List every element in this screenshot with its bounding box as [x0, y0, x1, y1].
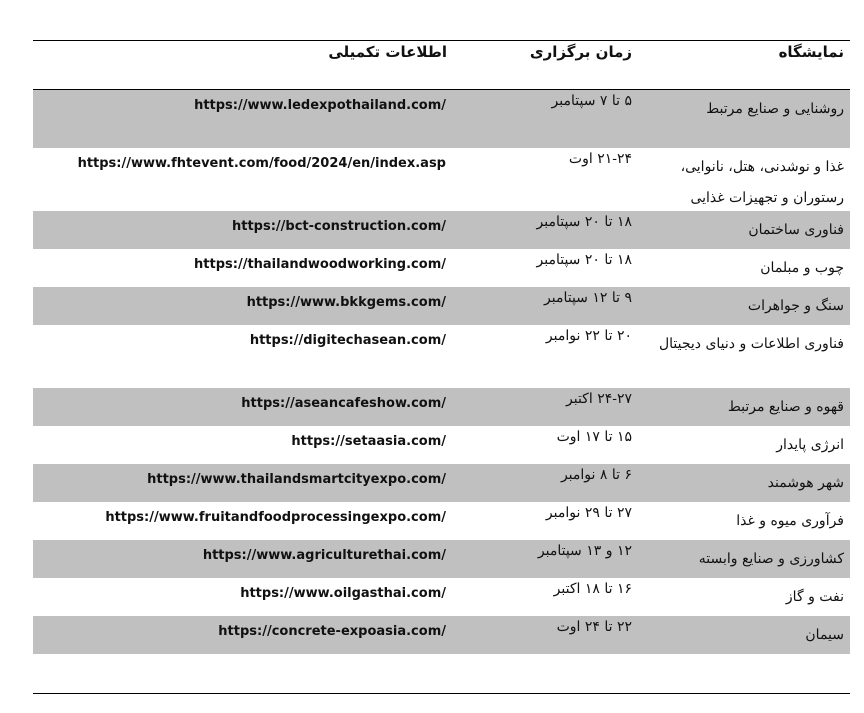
- exhibition-date: ۶ تا ۸ نوامبر: [560, 467, 632, 483]
- exhibition-link[interactable]: https://www.agriculturethai.com/: [202, 548, 446, 563]
- exhibition-name: سنگ و جواهرات: [747, 298, 844, 314]
- header-date: زمان برگزاری: [529, 43, 632, 61]
- exhibition-link[interactable]: https://www.fhtevent.com/food/2024/en/index.asp: [77, 156, 446, 171]
- exhibition-link[interactable]: https://concrete-expoasia.com/: [218, 624, 446, 639]
- exhibition-date: ۹ تا ۱۲ سپتامبر: [544, 290, 632, 306]
- table-row: [33, 249, 850, 287]
- header-exhibition: نمایشگاه: [778, 43, 844, 61]
- exhibition-name: روشنایی و صنایع مرتبط: [706, 101, 844, 117]
- exhibition-name: فناوری ساختمان: [748, 222, 844, 238]
- exhibition-name: چوب و مبلمان: [760, 260, 844, 276]
- exhibition-date: ۲۴-۲۷ اکتبر: [566, 391, 632, 407]
- table-row: [33, 90, 850, 148]
- table-row: [33, 211, 850, 249]
- table-row: [33, 325, 850, 388]
- exhibition-name: نفت و گاز: [785, 589, 844, 605]
- exhibition-date: ۵ تا ۷ سپتامبر: [551, 93, 632, 109]
- exhibition-date: ۱۵ تا ۱۷ اوت: [556, 429, 632, 445]
- table-header: [33, 40, 850, 89]
- table-row: [33, 540, 850, 578]
- table-row: [33, 502, 850, 540]
- exhibition-link[interactable]: https://digitechasean.com/: [249, 333, 446, 348]
- table-row: [33, 148, 850, 211]
- exhibition-name: فناوری اطلاعات و دنیای دیجیتال: [658, 336, 844, 352]
- exhibition-date: ۲۱-۲۴ اوت: [568, 151, 632, 167]
- table-row: [33, 287, 850, 325]
- exhibition-link[interactable]: https://www.fruitandfoodprocessingexpo.com/: [105, 510, 446, 525]
- exhibition-name: کشاورزی و صنایع وابسته: [698, 551, 844, 567]
- exhibition-name: سیمان: [805, 627, 844, 643]
- table-bottom-rule: [33, 693, 850, 694]
- header-info: اطلاعات تکمیلی: [328, 43, 447, 61]
- exhibition-date: ۱۶ تا ۱۸ اکتبر: [553, 581, 632, 597]
- exhibition-link[interactable]: https://bct-construction.com/: [232, 219, 446, 234]
- exhibition-name: فرآوری میوه و غذا: [736, 513, 844, 529]
- exhibition-link[interactable]: https://thailandwoodworking.com/: [194, 257, 446, 272]
- table-row: [33, 388, 850, 426]
- exhibition-date: ۲۰ تا ۲۲ نوامبر: [545, 328, 632, 344]
- exhibition-name: شهر هوشمند: [767, 475, 844, 491]
- exhibition-link[interactable]: https://www.oilgasthai.com/: [240, 586, 446, 601]
- table-row: [33, 578, 850, 616]
- table-row: [33, 616, 850, 654]
- exhibition-date: ۱۸ تا ۲۰ سپتامبر: [536, 252, 632, 268]
- exhibition-link[interactable]: https://aseancafeshow.com/: [241, 396, 446, 411]
- exhibition-name: انرژی پایدار: [776, 437, 844, 453]
- exhibition-link[interactable]: https://www.thailandsmartcityexpo.com/: [147, 472, 446, 487]
- exhibition-link[interactable]: https://setaasia.com/: [291, 434, 446, 449]
- exhibition-date: ۲۷ تا ۲۹ نوامبر: [545, 505, 632, 521]
- exhibition-date: ۱۸ تا ۲۰ سپتامبر: [536, 214, 632, 230]
- table-body: [33, 90, 850, 654]
- exhibition-date: ۱۲ و ۱۳ سپتامبر: [537, 543, 632, 559]
- table-row: [33, 464, 850, 502]
- exhibition-name: غذا و نوشدنی، هتل، نانوایی، رستوران و تجهیزات غذایی: [680, 159, 844, 206]
- exhibition-date: ۲۲ تا ۲۴ اوت: [556, 619, 632, 635]
- table-row: [33, 426, 850, 464]
- exhibition-name: قهوه و صنایع مرتبط: [727, 399, 844, 415]
- exhibition-link[interactable]: https://www.ledexpothailand.com/: [194, 98, 446, 113]
- exhibition-link[interactable]: https://www.bkkgems.com/: [246, 295, 446, 310]
